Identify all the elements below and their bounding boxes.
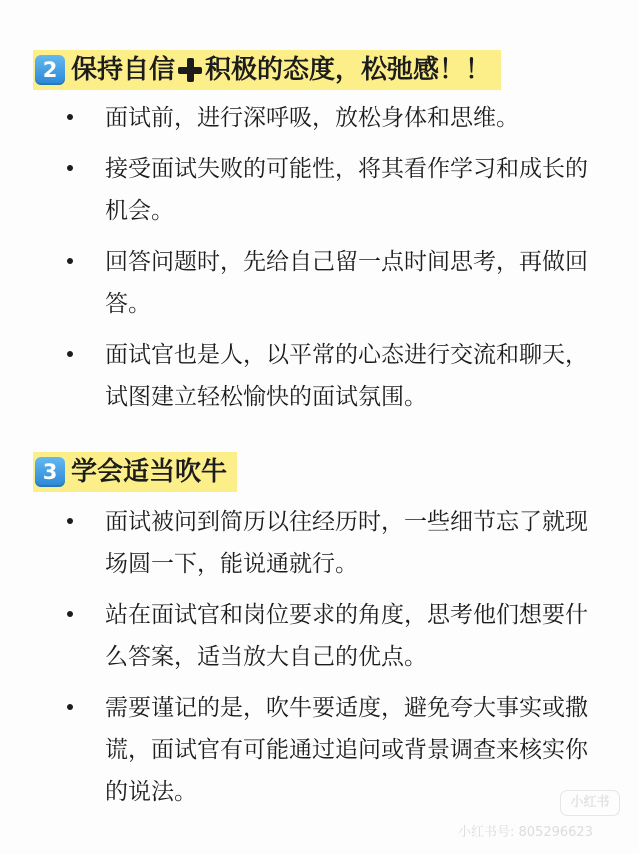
list-item bbox=[0, 687, 588, 813]
xiaohongshu-logo-watermark: 小红书 bbox=[560, 790, 620, 816]
bullet-dot-icon bbox=[67, 258, 73, 264]
list-item-text: 需要谨记的是，吹牛要适度，避免夸大事实或撒谎，面试官有可能通过追问或背景调查来核实你的说法。 bbox=[105, 695, 588, 805]
list-item bbox=[0, 97, 588, 139]
bullet-dot-icon bbox=[67, 611, 73, 617]
heading-text: 学会适当吹牛 bbox=[71, 457, 228, 487]
list-item bbox=[0, 501, 588, 585]
list-item bbox=[0, 241, 588, 325]
list-item-text: 回答问题时，先给自己留一点时间思考，再做回答。 bbox=[105, 249, 588, 317]
list-item-text: 站在面试官和岗位要求的角度，思考他们想要什么答案，适当放大自己的优点。 bbox=[105, 602, 588, 670]
list-item-text: 接受面试失败的可能性，将其看作学习和成长的机会。 bbox=[105, 156, 588, 224]
bullet-list bbox=[0, 97, 639, 418]
bullet-dot-icon bbox=[67, 114, 73, 120]
list-item bbox=[0, 148, 588, 232]
section-heading bbox=[33, 50, 501, 90]
bullet-dot-icon bbox=[67, 704, 73, 710]
section-keep-confident bbox=[0, 50, 639, 427]
list-item-text: 面试官也是人，以平常的心态进行交流和聊天，试图建立轻松愉快的面试氛围。 bbox=[105, 342, 588, 410]
list-item-text: 面试被问到简历以往经历时，一些细节忘了就现场圆一下，能说通就行。 bbox=[105, 509, 588, 577]
list-item-text: 面试前，进行深呼吸，放松身体和思维。 bbox=[105, 105, 519, 131]
heading-text-part2: 积极的态度，松弛感！！ bbox=[205, 55, 492, 85]
section-learn-to-boast bbox=[0, 452, 639, 822]
keycap-number-icon: 2 bbox=[35, 55, 65, 85]
heading-text-part1: 保持自信 bbox=[71, 55, 176, 85]
list-item bbox=[0, 594, 588, 678]
bullet-list bbox=[0, 501, 639, 813]
list-item bbox=[0, 334, 588, 418]
account-id-watermark: 小红书号: 805296623 bbox=[458, 825, 593, 840]
heavy-plus-icon bbox=[177, 57, 203, 83]
section-heading bbox=[33, 452, 237, 492]
bullet-dot-icon bbox=[67, 518, 73, 524]
bullet-dot-icon bbox=[67, 165, 73, 171]
bullet-dot-icon bbox=[67, 351, 73, 357]
keycap-number-icon: 3 bbox=[35, 457, 65, 487]
